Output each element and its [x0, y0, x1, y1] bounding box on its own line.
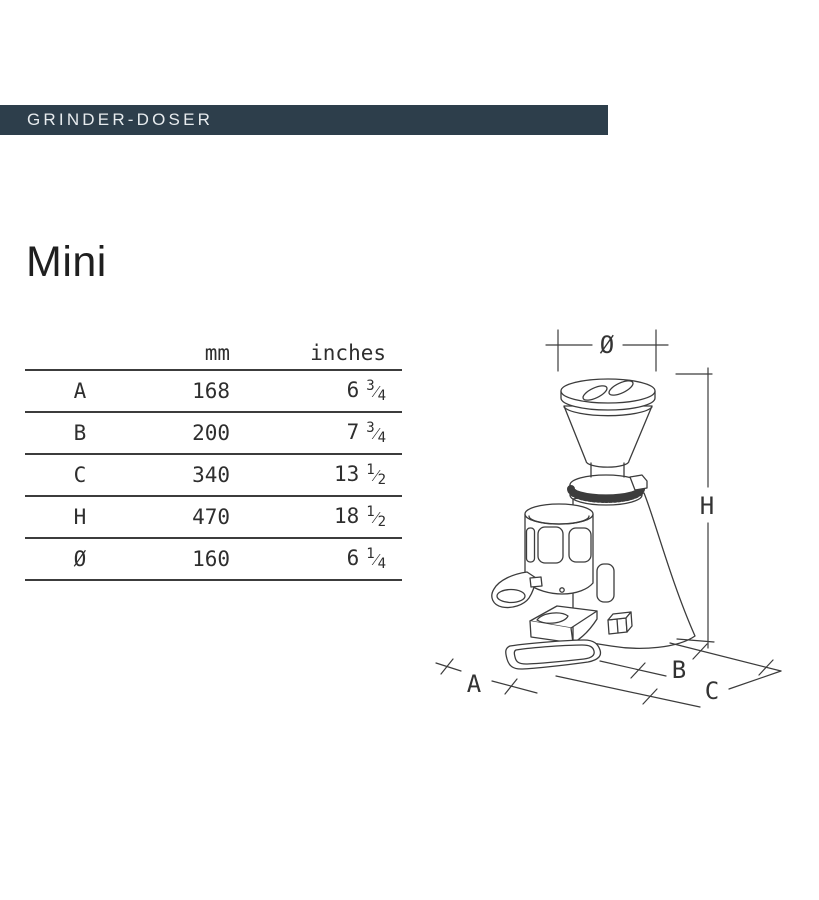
section-header-bar [0, 105, 608, 135]
dim-label: A [73, 379, 87, 403]
b-label: B [671, 656, 687, 684]
power-switch [608, 612, 632, 634]
bean-hopper [561, 378, 655, 477]
height-label: H [699, 492, 715, 520]
table-row [25, 495, 402, 537]
table-header-row [25, 336, 402, 369]
dim-label: B [73, 421, 87, 445]
portafilter-fork [492, 572, 542, 608]
dimensions-table [25, 336, 402, 581]
c-label: C [704, 677, 720, 705]
mm-value: 168 [192, 379, 230, 403]
dim-label: Ø [73, 547, 87, 571]
fraction: $^3⁄_4$ [366, 420, 386, 446]
inches-value: 6 $^3⁄_4$ [346, 378, 386, 404]
mm-value: 200 [192, 421, 230, 445]
table-row [25, 453, 402, 495]
diameter-label: Ø [599, 331, 615, 359]
mm-value: 470 [192, 505, 230, 529]
dim-label: C [73, 463, 87, 487]
table-row [25, 369, 402, 411]
base-tray [506, 640, 601, 669]
dimension-diameter [546, 330, 668, 371]
inches-value: 7 $^3⁄_4$ [346, 420, 386, 446]
inches-value: 18 $^1⁄_2$ [333, 504, 386, 530]
mm-column-header: mm [204, 340, 230, 365]
inches-value: 6 $^1⁄_4$ [346, 546, 386, 572]
fraction: $^1⁄_2$ [366, 504, 386, 530]
mm-value: 340 [192, 463, 230, 487]
section-title: GRINDER-DOSER [27, 110, 214, 129]
dim-label: H [73, 505, 87, 529]
a-label: A [466, 670, 482, 698]
fraction: $^3⁄_4$ [366, 378, 386, 404]
mm-value: 160 [192, 547, 230, 571]
technical-drawing [428, 318, 792, 720]
product-name: Mini [26, 238, 107, 286]
fraction: $^1⁄_4$ [366, 546, 386, 572]
inches-value: 13 $^1⁄_2$ [333, 462, 386, 488]
dimension-b [600, 656, 686, 684]
table-row [25, 537, 402, 579]
table-row [25, 411, 402, 453]
fraction: $^1⁄_2$ [366, 462, 386, 488]
inches-column-header: inches [310, 340, 386, 365]
